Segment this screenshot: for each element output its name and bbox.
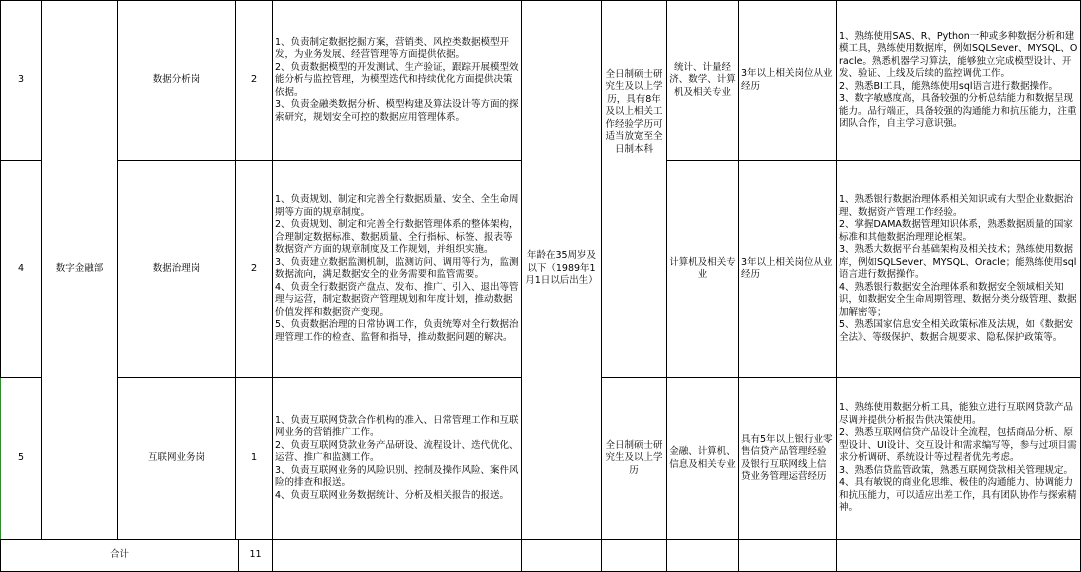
- empty-cell: [602, 540, 667, 572]
- row-index: 5: [1, 378, 42, 540]
- duty-item: 3、负责金融类数据分析、模型构建及算法设计等方面的探索研究，规划安全可控的数据应用管理体系。: [275, 99, 519, 123]
- position-name: 数据分析岗: [118, 1, 236, 161]
- headcount: 2: [236, 161, 273, 378]
- job-duties: [273, 161, 522, 378]
- requirement-item: 1、熟练使用数据分析工具，能独立进行互联网贷款产品尽调并提供分析报告供决策使用。: [839, 402, 1074, 426]
- requirement-item: 3、熟悉信贷监管政策，熟悉互联网贷款相关管理规定。: [839, 464, 1074, 476]
- age-requirement-cell: [522, 378, 602, 540]
- duty-item: 5、负责数据治理的日常协调工作，负责统筹对全行数据治理管理工作的检查、监督和指导，推动数据问题的解决。: [275, 319, 519, 343]
- duty-item: 4、负责全行数据资产盘点、发布、推广、引入、退出等管理与运营，制定数据资产管理规划和年度计划，推动数据价值发挥和数据资产变现。: [275, 281, 519, 318]
- requirement-item: 1、熟练使用SAS、R、Python一种或多种数据分析和建模工具，熟练使用数据库，例如SQLSever、MYSQL、Oracle。熟悉机器学习算法，能够独立完成模型设计、开发、验证、上线及后续的监控调优工作。: [839, 30, 1078, 79]
- duty-item: 2、负责互联网贷款业务产品研设、流程设计、迭代优化、运营、推广和监测工作。: [275, 439, 519, 464]
- table-row: [1, 378, 1081, 540]
- duty-item: 1、负责规划、制定和完善全行数据质量、安全、全生命周期等方面的规章制度。: [275, 194, 519, 218]
- job-duties: [273, 378, 522, 540]
- requirement-item: 1、熟悉银行数据治理体系相关知识或有大型企业数据治理、数据资产管理工作经验。: [839, 194, 1074, 218]
- requirement-item: 2、熟悉BI工具，能熟练使用sql语言进行数据操作。: [839, 80, 1058, 92]
- requirement-item: 4、熟悉银行数据安全治理体系和数据安全领域相关知识，如数据安全生命周期管理、数据分类分级管理、数据加解密等；: [839, 281, 1077, 318]
- department-cell: [42, 378, 118, 540]
- education-requirement: 全日制硕士研究生及以上学历: [602, 378, 667, 540]
- duty-item: 1、负责互联网贷款合作机构的准入、日常管理工作和互联网业务的营销推广工作。: [275, 414, 519, 439]
- empty-cell: [739, 540, 837, 572]
- position-name: 互联网业务岗: [118, 378, 236, 540]
- major-requirement: 计算机及相关专业: [667, 161, 739, 378]
- other-requirements: [837, 161, 1081, 378]
- table-row: [1, 161, 1081, 378]
- department-cell: [42, 1, 118, 161]
- total-count: 11: [249, 549, 262, 561]
- age-requirement-cell: [522, 1, 602, 161]
- experience-requirement: 具有5年以上银行业零售信贷产品管理经验及银行互联网线上信贷业务管理运营经历: [739, 378, 837, 540]
- requirement-item: 3、数字敏感度高，具备较强的分析总结能力和数据呈现能力。品行端正，具备较强的沟通能力和抗压能力，注重团队合作，自主学习意识强。: [839, 93, 1077, 129]
- age-requirement: 年龄在35周岁及以下（1989年1月1日以后出生）: [522, 161, 602, 378]
- other-requirements: [837, 378, 1081, 540]
- requirement-item: 4、具有敏锐的商业化思维、极佳的沟通能力、协调能力和抗压能力，可以适应出差工作，具有团队协作与探索精神。: [839, 477, 1077, 514]
- row-index: 4: [1, 161, 42, 378]
- major-requirement: 金融、计算机、信息及相关专业: [667, 378, 739, 540]
- headcount: 2: [236, 1, 273, 161]
- experience-requirement: 3年以上相关岗位从业经历: [739, 161, 837, 378]
- other-requirements: [837, 1, 1081, 161]
- headcount: 1: [236, 378, 273, 540]
- education-requirement: [602, 68, 667, 378]
- major-requirement: 统计、计量经济、数学、计算机及相关专业: [667, 1, 739, 161]
- table-row: [1, 1, 1081, 161]
- job-duties: [273, 1, 522, 161]
- duty-item: 1、负责制定数据挖掘方案，营销类、风控类数据模型开发，为业务发展、经营管理等方面提供依据。: [275, 36, 510, 61]
- empty-cell: [273, 540, 522, 572]
- position-name: 数据治理岗: [118, 161, 236, 378]
- duty-item: 2、负责规划、制定和完善全行数据管理体系的整体架构，合理制定数据标准、数据质量、全行指标、标签、报表等数据资产方面的规章制度及工作规划，并组织实施。: [275, 219, 519, 255]
- duty-item: 2、负责数据模型的开发测试、生产验证，跟踪开展模型效能分析与监控管理，为模型迭代和持续优化方面提供决策依据。: [275, 61, 519, 98]
- duty-item: 4、负责互联网业务数据统计、分析及相关报告的报送。: [275, 489, 510, 501]
- duty-item: 3、负责建立数据监测机制，监测访问、调用等行为，监测数据流向，满足数据安全的业务需要和监管需要。: [275, 256, 519, 280]
- experience-requirement: 3年以上相关岗位从业经历: [739, 1, 837, 161]
- empty-cell: [667, 540, 739, 572]
- total-label: 合计: [1, 540, 239, 571]
- education-text: 全日制硕士研究生及以上学历，具有8年及以上相关工作经验学历可适当放宽至全日制本科: [605, 68, 663, 155]
- total-label-cell: [1, 540, 273, 572]
- requirement-item: 5、熟悉国家信息安全相关政策标准及法规，如《数据安全法》、等级保护、数据合规要求、隐私保护政策等。: [839, 319, 1074, 343]
- empty-cell: [522, 540, 602, 572]
- requirement-item: 2、掌握DAMA数据管理知识体系，熟悉数据质量的国家标准和其他数据治理理论框架。: [839, 219, 1073, 243]
- requirement-item: 2、熟悉互联网信贷产品设计全流程，包括商品分析、原型设计、UI设计、交互设计和需求编写等，参与过项目需求分析调研、系统设计等过程者优先考虑。: [839, 427, 1077, 464]
- empty-cell: [837, 540, 1081, 572]
- total-row: [1, 540, 1081, 572]
- duty-item: 3、负责互联网业务的风险识别、控制及操作风险、案件风险的排查和报送。: [275, 464, 519, 489]
- requirement-item: 3、熟悉大数据平台基础架构及相关技术；熟练使用数据库，例如SQLSever、MYSQL、Oracle；能熟练使用sql语言进行数据操作。: [839, 244, 1077, 280]
- department-name: 数字金融部: [42, 161, 118, 378]
- row-index: 3: [1, 1, 42, 161]
